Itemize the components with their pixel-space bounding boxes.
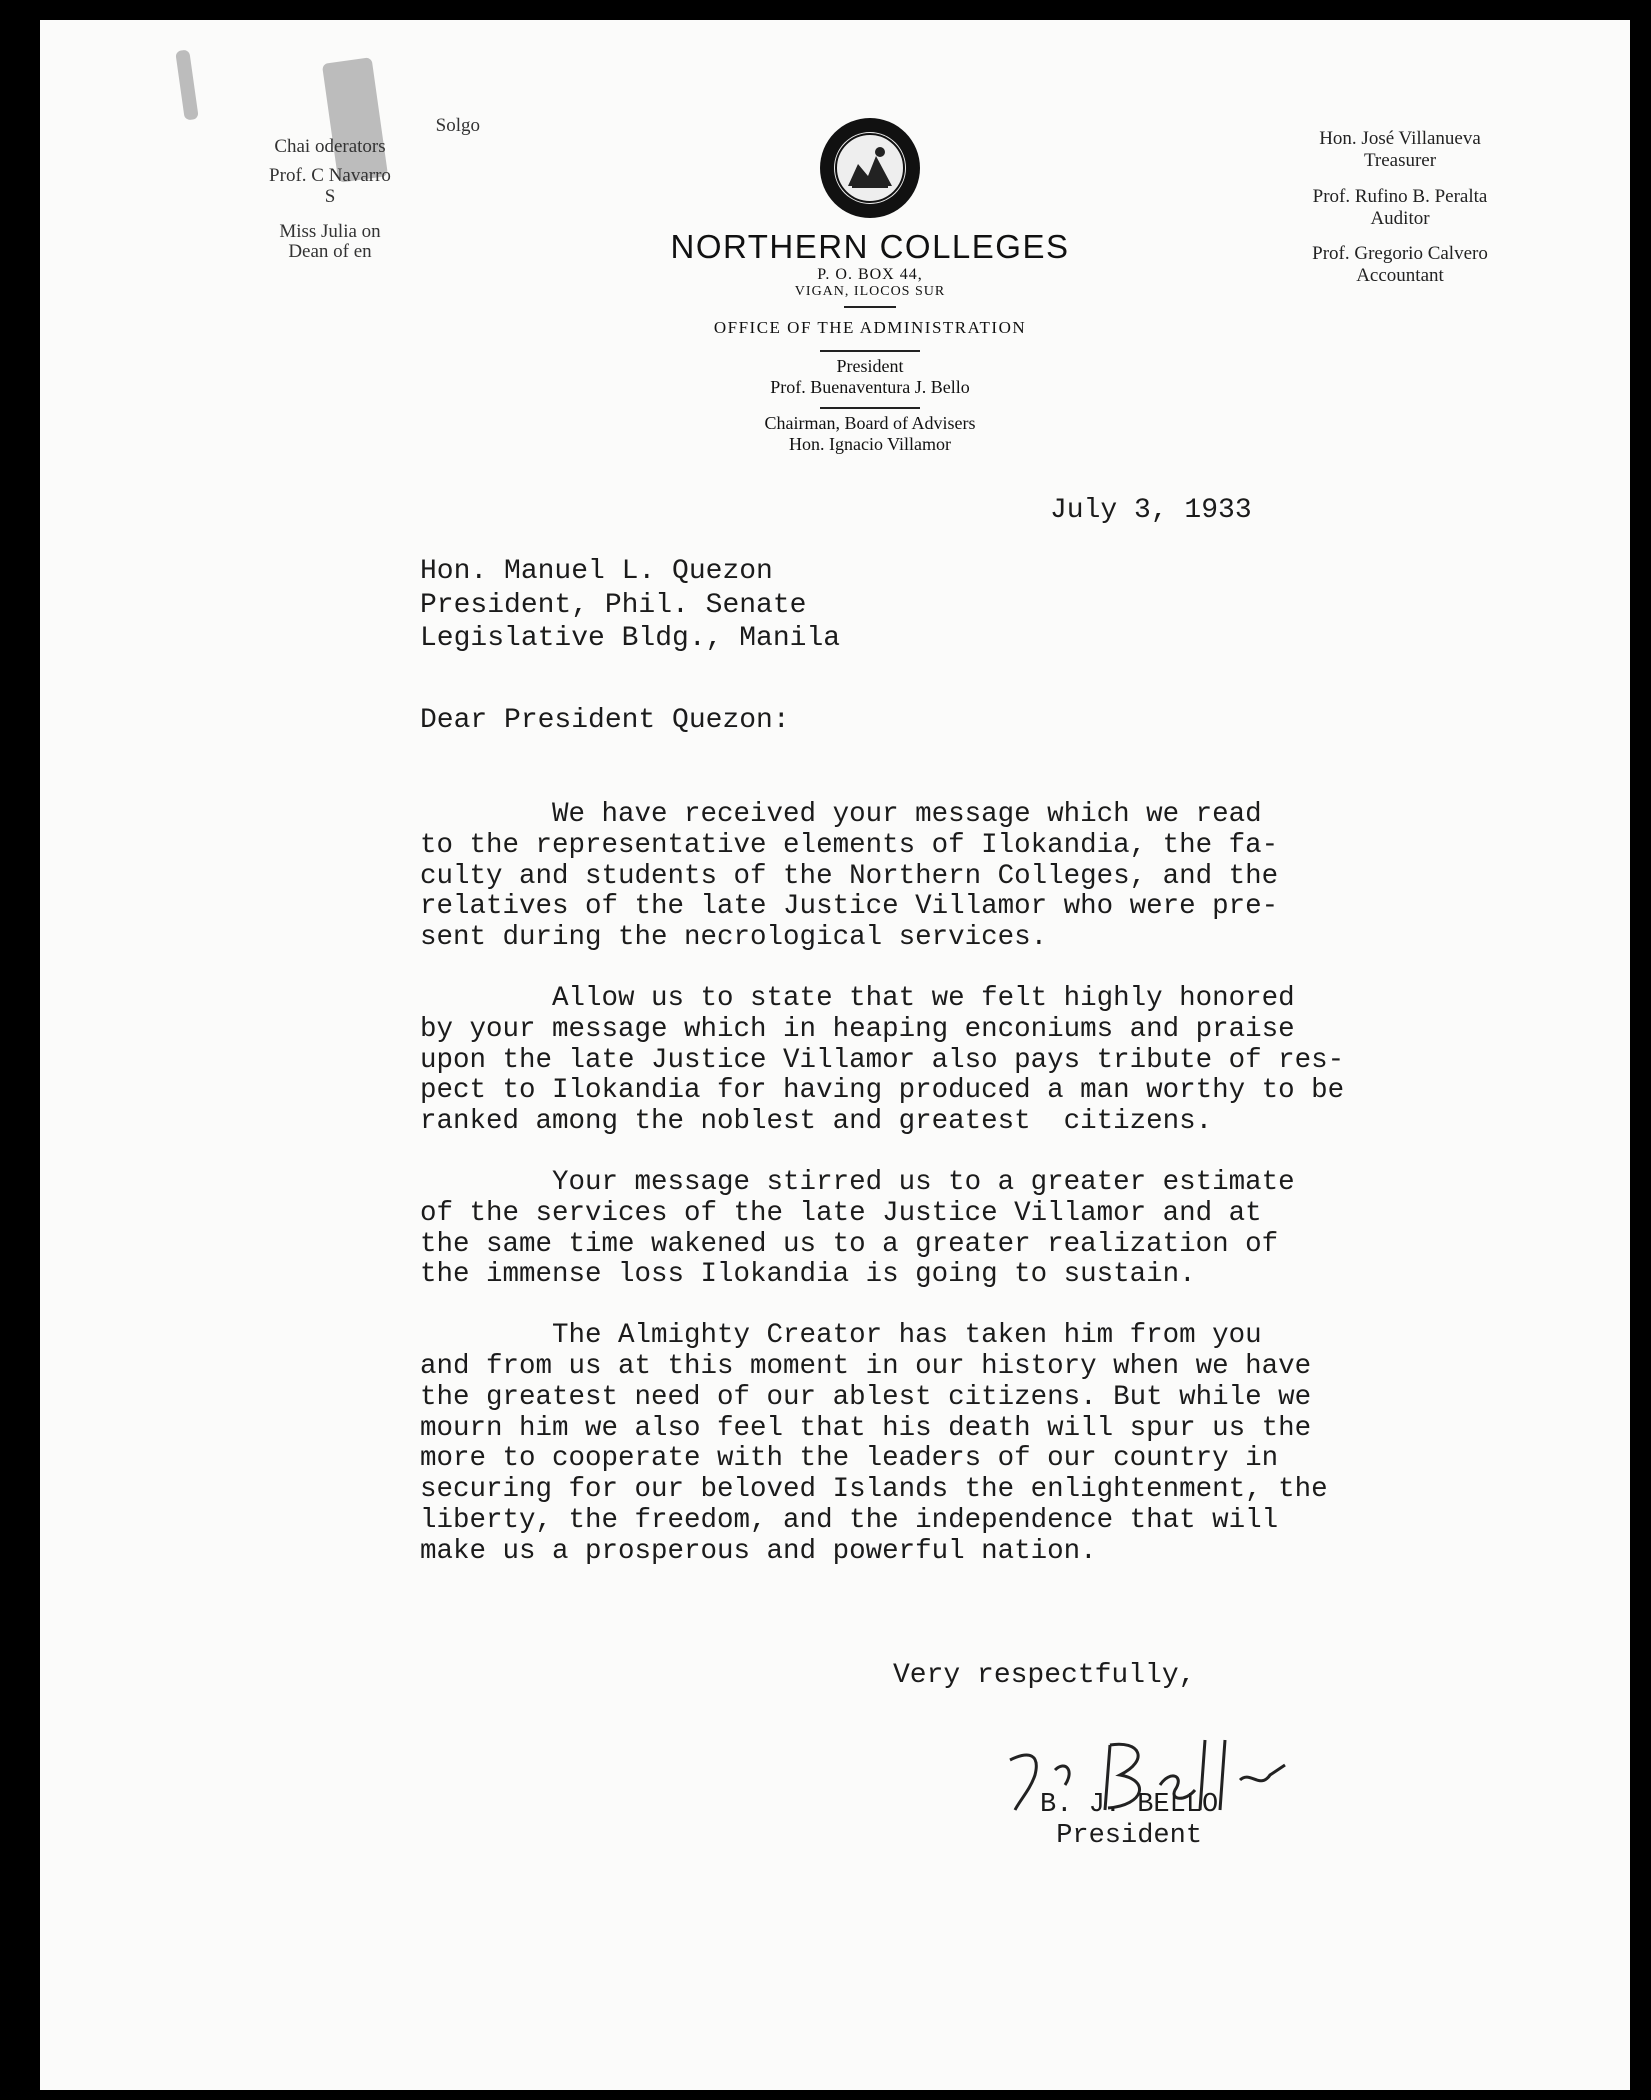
body-line: more to cooperate with the leaders of our country in [420, 1443, 1279, 1475]
auditor-name: Prof. Rufino B. Peralta [1312, 185, 1488, 207]
po-box: P. O. BOX 44, [817, 266, 923, 283]
closing: Very respectfully, [893, 1660, 1196, 1691]
recipient-line-2: President, Phil. Senate [420, 589, 807, 621]
recipient-line-1: Hon. Manuel L. Quezon [420, 556, 773, 587]
body-line: pect to Ilokandia for having produced a man worthy to be [420, 1075, 1345, 1107]
treasurer-name: Hon. José Villanueva [1319, 128, 1481, 149]
body-line: upon the late Justice Villamor also pays tribute of res- [420, 1044, 1345, 1076]
left-line-3: Prof. C Navarro [269, 164, 391, 186]
body-line: by your message which in heaping enconiums and praise [420, 1013, 1295, 1045]
president-name: Prof. Buenaventura J. Bello [770, 376, 970, 397]
left-line-1: Solgo [435, 115, 480, 136]
letter-body [420, 800, 1520, 1598]
left-line-6: Dean of en [288, 241, 372, 263]
body-line: culty and students of the Northern Colleges, and the [420, 860, 1279, 892]
body-line: to the representative elements of Ilokandia, the fa- [420, 829, 1279, 861]
treasurer-title: Treasurer [1363, 149, 1437, 171]
chairman-title: Chairman, Board of Advisers [764, 413, 976, 434]
letter-page [40, 20, 1630, 2090]
president-title: President [836, 356, 904, 376]
auditor-title: Auditor [1370, 207, 1430, 229]
body-line: The Almighty Creator has taken him from you [420, 1320, 1262, 1352]
body-line: We have received your message which we read [420, 799, 1262, 830]
signer-name: B. J. BELLO [1040, 1790, 1219, 1820]
letterhead-right-block [1250, 128, 1550, 301]
organization-name: NORTHERN COLLEGES [670, 228, 1070, 265]
chairman-name: Hon. Ignacio Villamor [788, 434, 952, 455]
body-line: and from us at this moment in our history when we have [420, 1350, 1312, 1382]
divider [820, 350, 920, 352]
city: VIGAN, ILOCOS SUR [794, 284, 946, 299]
body-line: of the services of the late Justice Villamor and at [420, 1197, 1262, 1229]
body-line: liberty, the freedom, and the independence that will [420, 1504, 1279, 1536]
letterhead-center [630, 116, 1110, 455]
body-line: Your message stirred us to a greater estimate [420, 1166, 1295, 1198]
signer-title: President [1056, 1821, 1203, 1852]
paragraph-2 [420, 984, 1520, 1138]
body-line: mourn him we also feel that his death will spur us the [420, 1412, 1312, 1444]
body-line: sent during the necrological services. [420, 922, 1048, 954]
divider [844, 306, 896, 308]
salutation: Dear President Quezon: [420, 705, 790, 736]
office-label: OFFICE OF THE ADMINISTRATION [713, 318, 1027, 337]
divider [820, 407, 920, 409]
recipient-address [420, 555, 840, 656]
accountant-title: Accountant [1356, 265, 1444, 287]
body-line: Allow us to state that we felt highly honored [420, 982, 1295, 1014]
paragraph-1 [420, 800, 1520, 954]
letter-date: July 3, 1933 [1050, 495, 1252, 526]
recipient-line-3: Legislative Bldg., Manila [420, 623, 841, 655]
left-line-2: Chai oderators [274, 135, 386, 157]
letterhead-left-block [120, 116, 540, 263]
paragraph-3 [420, 1168, 1520, 1291]
body-line: relatives of the late Justice Villamor who were pre- [420, 891, 1279, 923]
left-line-5: Miss Julia on [279, 220, 381, 242]
signature-block [1040, 1790, 1218, 1852]
body-line: securing for our beloved Islands the enlightenment, the [420, 1474, 1328, 1506]
accountant-name: Prof. Gregorio Calvero [1312, 243, 1488, 265]
body-line: the same time wakened us to a greater realization of [420, 1228, 1279, 1260]
body-line: make us a prosperous and powerful nation. [420, 1535, 1097, 1567]
left-line-4: S [324, 185, 336, 207]
body-line: the greatest need of our ablest citizens. But while we [420, 1381, 1312, 1413]
paragraph-4 [420, 1321, 1520, 1567]
body-line: the immense loss Ilokandia is going to sustain. [420, 1259, 1196, 1291]
smudge-mark [175, 49, 199, 120]
body-line: ranked among the noblest and greatest citizens. [420, 1106, 1213, 1138]
college-seal-icon [818, 116, 922, 220]
